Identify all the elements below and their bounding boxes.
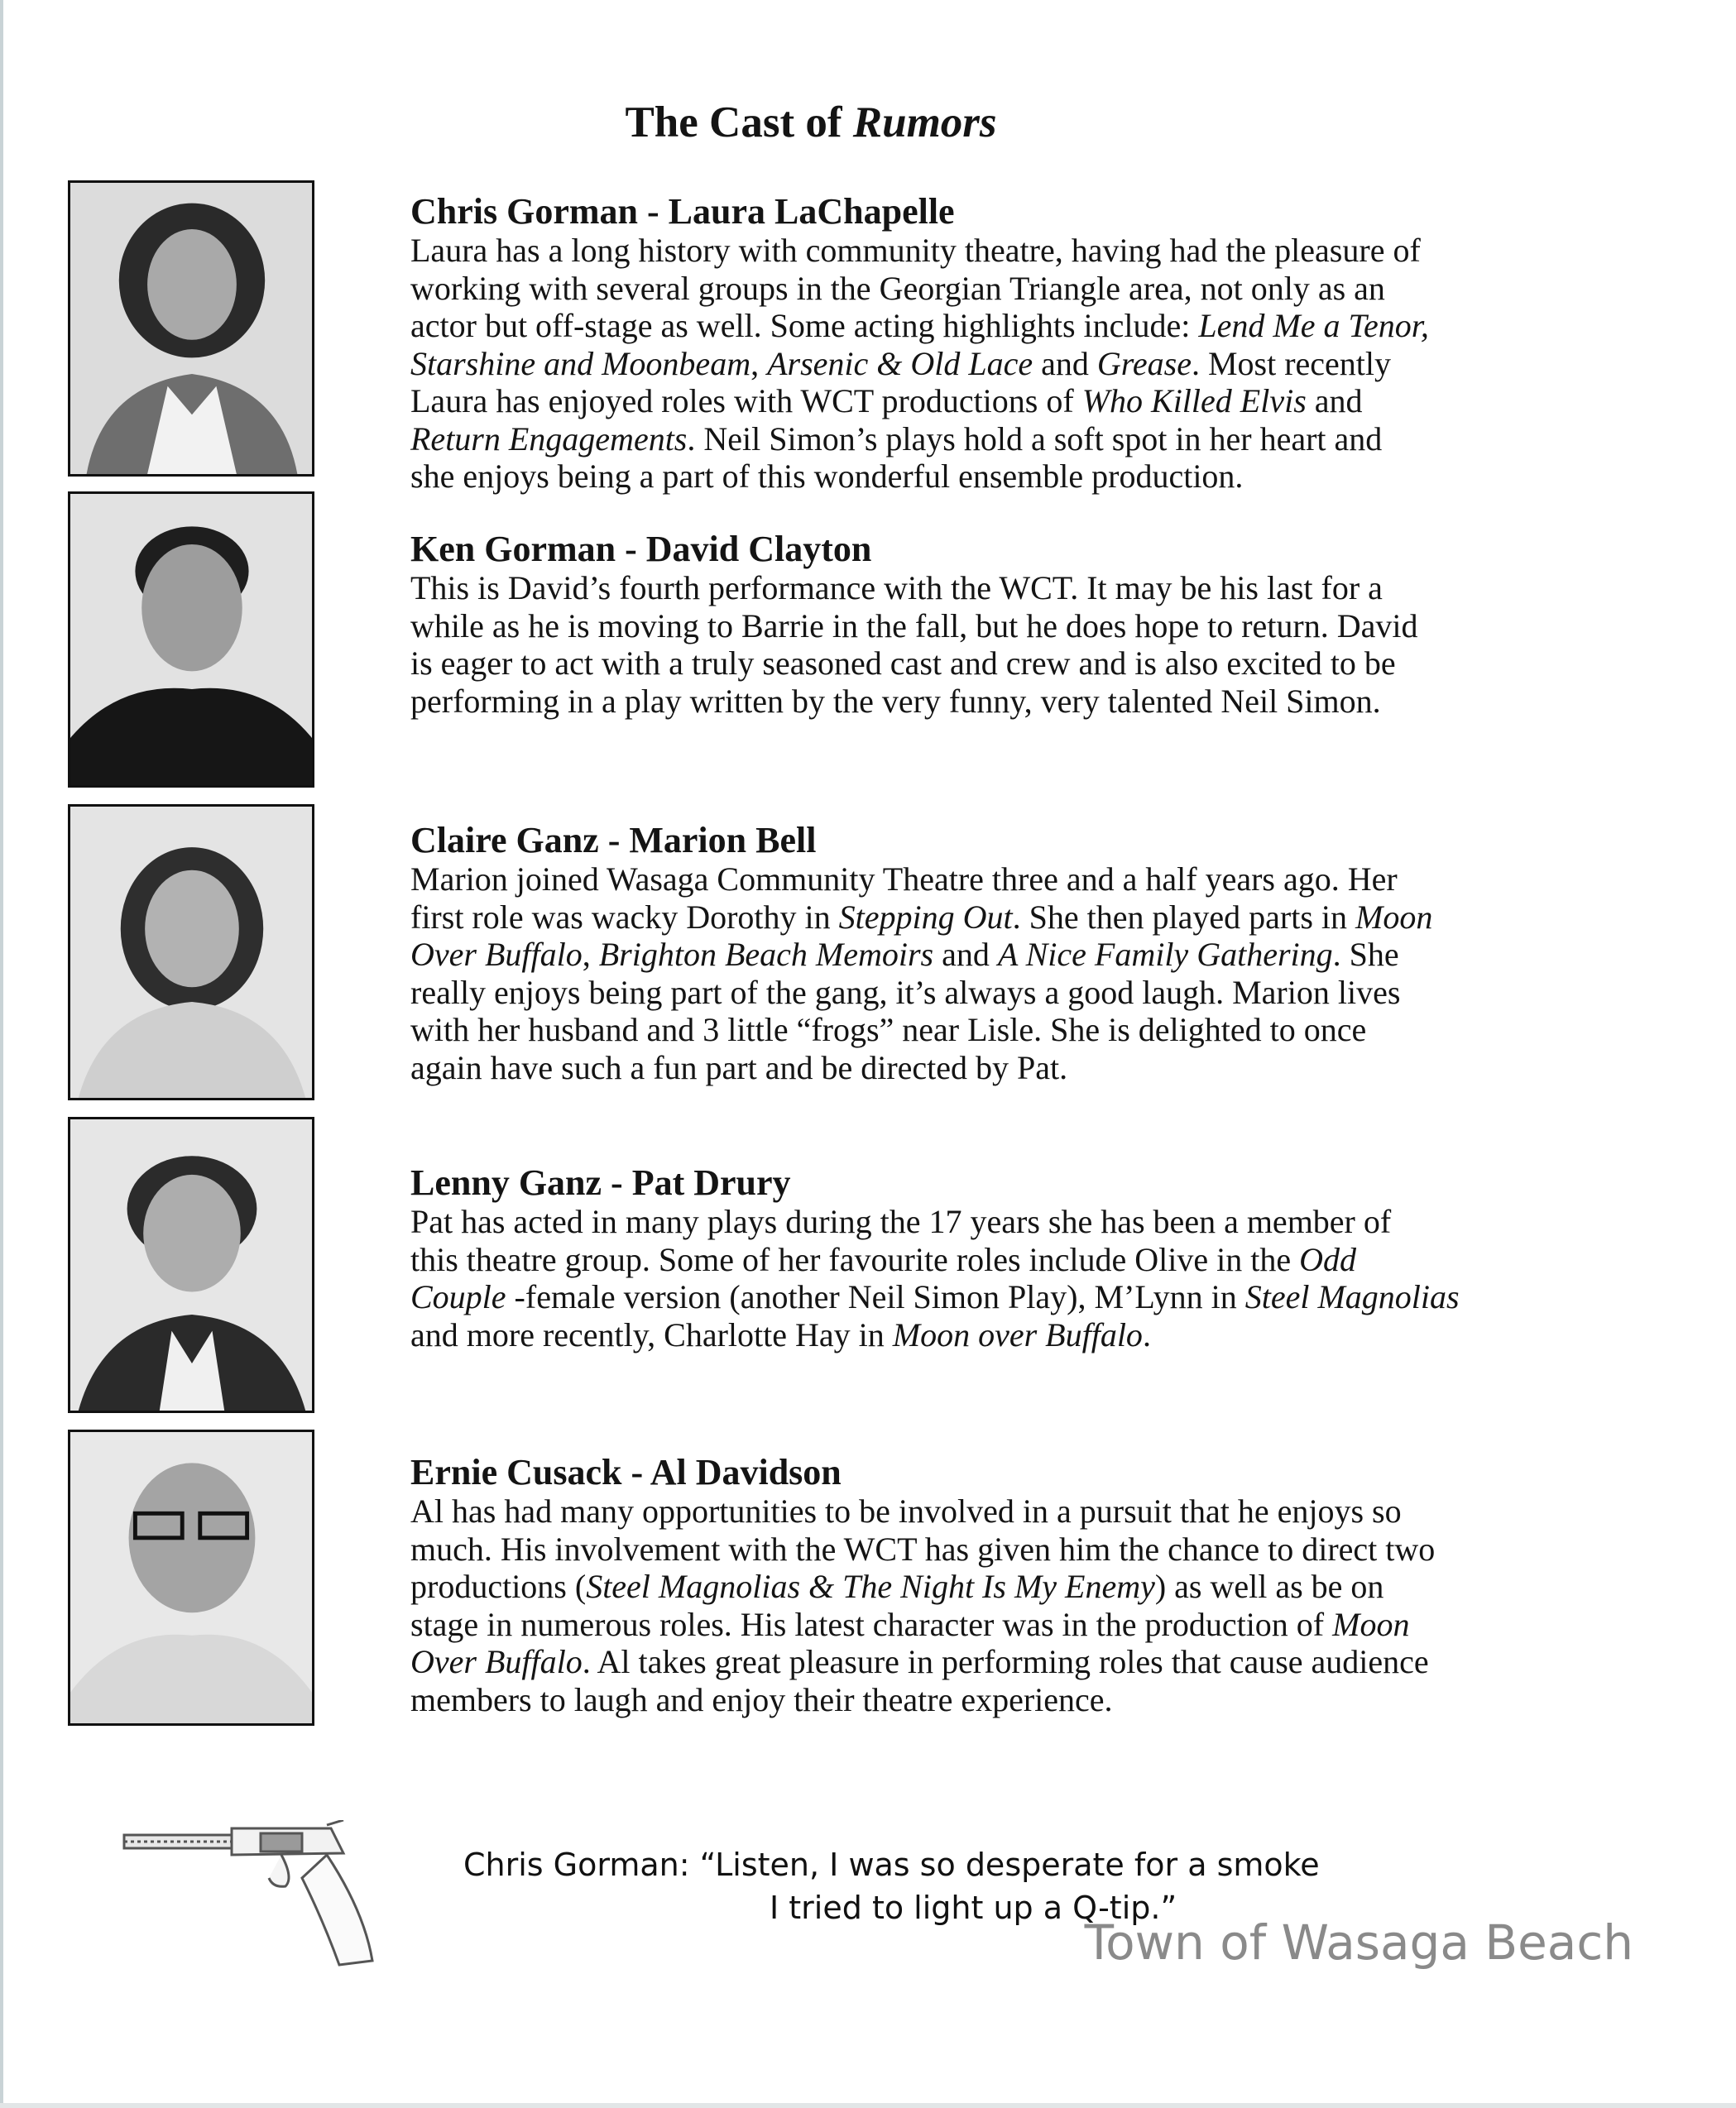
page-bottom-edge: [0, 2103, 1736, 2108]
bio-text-run: productions (: [410, 1568, 587, 1605]
bio-text-run: while as he is moving to Barrie in the fall, but he does hope to return. David: [410, 606, 1418, 644]
bio-title-italic: Couple: [410, 1278, 506, 1315]
bio-line: [410, 644, 1569, 683]
bio-text-run: members to laugh and enjoy their theatre experience.: [410, 1680, 1113, 1718]
bio-line: [410, 1316, 1569, 1354]
cast-photo-laura: [68, 180, 314, 477]
bio-text-run: ) as well as be on: [1154, 1568, 1384, 1605]
bio-line: [410, 936, 1569, 974]
bio-text: [410, 860, 1569, 1086]
bio-title-italic: Moon: [1355, 898, 1433, 936]
revolver-icon: [116, 1820, 397, 1969]
bio-text-run: Marion joined Wasaga Community Theatre three and a half years ago. Her: [410, 860, 1398, 898]
bio-title-italic: Return Engagements: [410, 419, 688, 458]
cast-heading: Lenny Ganz - Pat Drury: [410, 1162, 791, 1203]
bio-text-run: this theatre group. Some of her favourite roles include Olive in the: [410, 1240, 1300, 1278]
bio-text-run: . She then played parts in: [1012, 898, 1355, 936]
bio-text-run: actor but off-stage as well. Some acting highlights include:: [410, 307, 1199, 344]
bio-line: [410, 683, 1569, 721]
watermark: Town of Wasaga Beach: [1084, 1914, 1633, 1971]
bio-line: [410, 420, 1569, 458]
bio-line: [410, 232, 1569, 270]
bio-title-italic: Odd: [1299, 1240, 1357, 1278]
cast-heading: Ken Gorman - David Clayton: [410, 529, 872, 569]
bio-text-run: is eager to act with a truly seasoned cast and crew and is also excited to be: [410, 644, 1396, 682]
cast-photo-pat: [68, 1117, 314, 1413]
bio-line: [410, 1203, 1569, 1241]
bio-line: [410, 1568, 1569, 1606]
quote-line-2: I tried to light up a Q-tip.”: [770, 1890, 1177, 1926]
cast-bio-marion: [410, 821, 1569, 1086]
bio-line: [410, 382, 1569, 420]
bio-title-italic: Lend Me a Tenor,: [1198, 307, 1429, 344]
bio-line: [410, 1681, 1569, 1719]
bio-title-italic: Moon over Buffalo: [892, 1315, 1143, 1353]
bio-line: [410, 569, 1569, 607]
bio-text-run: and: [1033, 344, 1097, 382]
bio-text-run: really enjoys being part of the gang, it’s always a good laugh. Marion lives: [410, 973, 1401, 1011]
bio-line: [410, 1011, 1569, 1049]
bio-line: [410, 307, 1569, 345]
bio-title-italic: Over Buffalo: [410, 936, 583, 973]
bio-text-run: .: [1142, 1315, 1151, 1353]
bio-text-run: This is David’s fourth performance with the WCT. It may be his last for a: [410, 569, 1383, 606]
bio-text-run: performing in a play written by the very funny, very talented Neil Simon.: [410, 682, 1381, 720]
bio-line: [410, 345, 1569, 383]
bio-title-italic: Brighton Beach Memoirs: [598, 936, 934, 973]
bio-title-italic: A Nice Family Gathering: [997, 936, 1333, 973]
bio-line: [410, 860, 1569, 898]
bio-title-italic: Who Killed Elvis: [1081, 382, 1307, 419]
bio-text-run: . She: [1332, 936, 1399, 973]
bio-text-run: . Al takes great pleasure in performing roles that cause audience: [582, 1643, 1429, 1680]
bio-title-italic: Grease: [1096, 344, 1192, 382]
cast-heading: Ernie Cusack - Al Davidson: [410, 1452, 842, 1492]
bio-title-italic: Steel Magnolias & The Night Is My Enemy: [586, 1568, 1155, 1605]
bio-text-run: Pat has acted in many plays during the 17 years she has been a member of: [410, 1203, 1392, 1240]
cast-photo-marion: [68, 804, 314, 1100]
bio-line: [410, 974, 1569, 1012]
bio-text-run: stage in numerous roles. His latest character was in the production of: [410, 1605, 1333, 1643]
bio-text-run: Laura has enjoyed roles with WCT productions of: [410, 382, 1082, 419]
bio-text: [410, 569, 1569, 720]
bio-title-italic: Moon: [1332, 1605, 1410, 1643]
bio-text-run: and: [933, 936, 998, 973]
bio-text-run: working with several groups in the Georgian Triangle area, not only as an: [410, 269, 1385, 307]
bio-line: [410, 1643, 1569, 1681]
title-prefix: The Cast of: [625, 98, 853, 146]
title-show: Rumors: [852, 98, 997, 146]
cast-heading: Claire Ganz - Marion Bell: [410, 820, 817, 860]
bio-text-run: -female version (another Neil Simon Play), M’Lynn in: [506, 1278, 1245, 1315]
bio-text: [410, 1492, 1569, 1718]
bio-text-run: she enjoys being a part of this wonderful ensemble production.: [410, 458, 1244, 495]
bio-text-run: and more recently, Charlotte Hay in: [410, 1315, 893, 1353]
bio-text-run: much. His involvement with the WCT has given him the chance to direct two: [410, 1530, 1436, 1568]
bio-title-italic: Stepping Out: [838, 898, 1013, 936]
cast-heading: Chris Gorman - Laura LaChapelle: [410, 191, 955, 232]
bio-text-run: first role was wacky Dorothy in: [410, 898, 839, 936]
bio-title-italic: Over Buffalo: [410, 1643, 583, 1680]
bio-title-italic: Steel Magnolias: [1244, 1278, 1460, 1315]
cast-bio-pat: [410, 1163, 1569, 1353]
quote-line-1: Chris Gorman: “Listen, I was so desperate for a smoke: [463, 1847, 1320, 1883]
cast-photo-david: [68, 491, 314, 788]
bio-line: [410, 898, 1569, 937]
bio-text-run: ,: [582, 936, 599, 973]
bio-line: [410, 1049, 1569, 1087]
bio-line: [410, 1606, 1569, 1644]
bio-line: [410, 458, 1569, 496]
bio-line: [410, 1278, 1569, 1316]
bio-text-run: . Neil Simon’s plays hold a soft spot in her heart and: [687, 419, 1383, 458]
bio-text: [410, 232, 1569, 496]
bio-text-run: again have such a fun part and be directed by Pat.: [410, 1048, 1068, 1086]
bio-title-italic: Arsenic & Old Lace: [767, 344, 1033, 382]
cast-bio-al: [410, 1453, 1569, 1718]
page-title: [0, 98, 1622, 147]
bio-title-italic: Starshine and Moonbeam: [410, 344, 751, 382]
bio-line: [410, 607, 1569, 645]
cast-bio-david: [410, 529, 1569, 720]
cast-bio-laura: [410, 192, 1569, 496]
bio-line: [410, 1241, 1569, 1279]
bio-line: [410, 1531, 1569, 1569]
page-edge: [0, 0, 3, 2108]
bio-text-run: . Most recently: [1191, 344, 1392, 382]
bio-text-run: Laura has a long history with community theatre, having had the pleasure of: [410, 232, 1421, 269]
cast-photo-al: [68, 1430, 314, 1726]
bio-text-run: with her husband and 3 little “frogs” near Lisle. She is delighted to once: [410, 1011, 1367, 1048]
bio-text-run: Al has had many opportunities to be involved in a pursuit that he enjoys so: [410, 1492, 1402, 1530]
bio-text-run: and: [1306, 382, 1363, 419]
bio-line: [410, 1492, 1569, 1531]
bio-text: [410, 1203, 1569, 1353]
bio-text-run: ,: [751, 344, 768, 382]
bio-line: [410, 270, 1569, 308]
